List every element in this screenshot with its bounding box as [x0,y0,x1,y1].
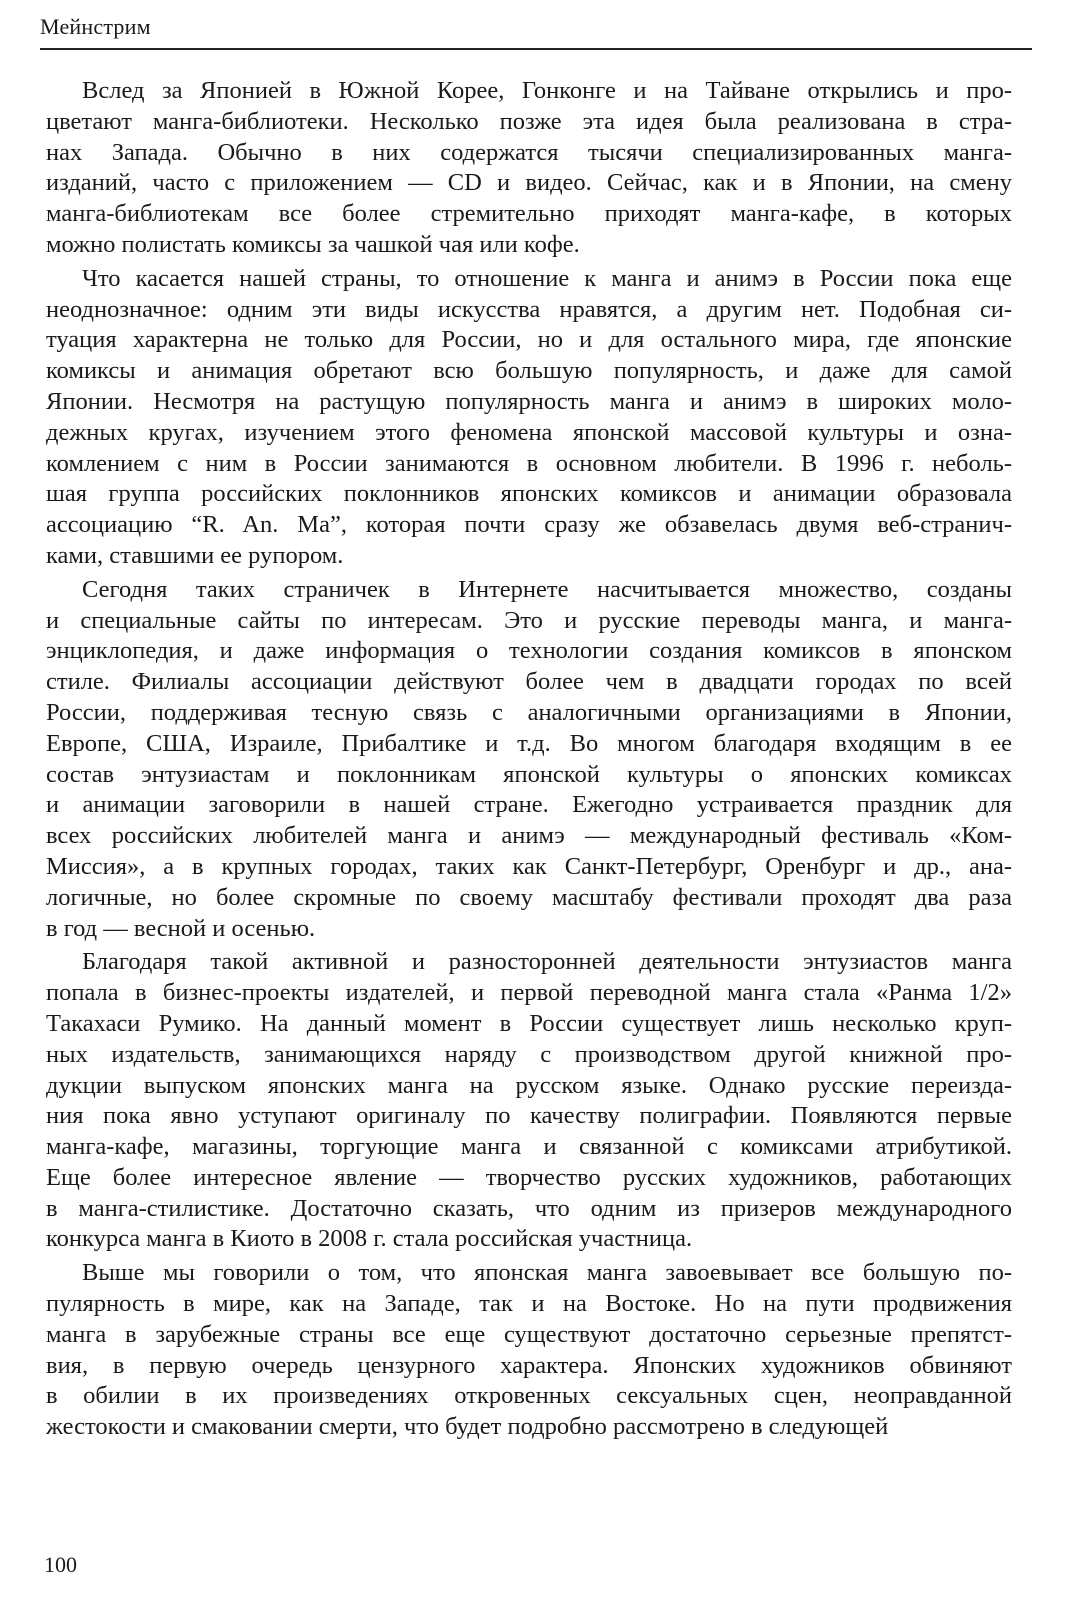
text-line: комлением с ним в России занимаются в основном любители. В 1996 г. неболь- [46,449,1012,477]
text-line: можно полистать комиксы за чашкой чая или кофе. [46,230,580,258]
text-line: Что касается нашей страны, то отношение к манга и анимэ в России пока еще [82,264,1012,292]
paragraph [46,947,1012,1255]
text-line: цветают манга-библиотеки. Несколько позже эта идея была реализована в стра- [46,107,1012,135]
text-line: энциклопедия, и даже информация о технологии создания комиксов в японском [46,637,1012,665]
page-number: 100 [44,1552,77,1577]
text-line: ками, ставшими ее рупором. [46,541,344,569]
text-line: ных издательств, занимающихся наряду с производством другой книжной про- [46,1040,1012,1068]
paragraph [46,575,1012,945]
text-line: конкурса манга в Киото в 2008 г. стала российская участница. [46,1225,693,1253]
text-line: изданий, часто с приложением — CD и видео. Сейчас, как и в Японии, на смену [46,169,1012,197]
text-line: Благодаря такой активной и разносторонней деятельности энтузиастов манга [82,948,1012,976]
text-line: всех российских любителей манга и анимэ — международный фестиваль «Ком- [46,822,1012,850]
text-line: Еще более интересное явление — творчество русских художников, работающих [46,1163,1012,1191]
text-line: состав энтузиастам и поклонникам японской культуры о японских комиксах [46,760,1012,788]
text-line: комиксы и анимация обретают всю большую популярность, и даже для самой [46,357,1012,385]
text-line: стиле. Филиалы ассоциации действуют более чем в двадцати городах по всей [46,668,1012,696]
text-line: и специальные сайты по интересам. Это и русские переводы манга, и манга- [46,606,1012,634]
header-rule [40,48,1032,50]
text-line: Миссия», а в крупных городах, таких как Санкт-Петербург, Оренбург и др., ана- [46,852,1012,880]
text-line: туация характерна не только для России, но и для остального мира, где японские [46,326,1012,354]
text-line: Вслед за Японией в Южной Корее, Гонконге и на Тайване открылись и про- [82,77,1012,104]
text-line: Европе, США, Израиле, Прибалтике и т.д. Во многом благодаря входящим в ее [46,729,1012,757]
text-line: в обилии в их произведениях откровенных сексуальных сцен, неоправданной [46,1382,1012,1410]
running-header: Мейнстрим [40,14,151,39]
text-line: дукции выпуском японских манга на русском языке. Однако русские переизда- [46,1071,1012,1099]
paragraph [46,76,1012,261]
text-line: попала в бизнес-проекты издателей, и первой переводной манга стала «Ранма 1/2» [46,979,1012,1007]
text-line: неоднозначное: одним эти виды искусства нравятся, а другим нет. Подобная си- [46,295,1012,323]
text-line: Сегодня таких страничек в Интернете насчитывается множество, созданы [82,575,1012,603]
text-line: Выше мы говорили о том, что японская манга завоевывает все большую по- [82,1259,1012,1287]
text-line: ассоциацию “R. An. Ma”, которая почти сразу же обзавелась двумя веб-странич- [46,511,1012,539]
text-line: ния пока явно уступают оригиналу по качеству полиграфии. Появляются первые [46,1102,1012,1130]
text-line: России, поддерживая тесную связь с аналогичными организациями в Японии, [46,698,1012,726]
text-line: и анимации заговорили в нашей стране. Ежегодно устраивается праздник для [46,791,1012,819]
text-line: Японии. Несмотря на растущую популярность манга и анимэ в широких моло- [46,387,1012,415]
paragraph [46,264,1012,572]
text-line: манга в зарубежные страны все еще существуют достаточно серьезные препятст- [46,1320,1012,1348]
paragraph [46,1258,1012,1443]
text-line: логичные, но более скромные по своему масштабу фестивали проходят два раза [46,883,1012,911]
text-line: Такахаси Румико. На данный момент в России существует лишь несколько круп- [46,1009,1012,1037]
text-line: нах Запада. Обычно в них содержатся тысячи специализированных манга- [46,138,1012,166]
text-line: дежных кругах, изучением этого феномена японской массовой культуры и озна- [46,418,1012,446]
text-line: в манга-стилистике. Достаточно сказать, что одним из призеров международного [46,1194,1012,1222]
text-line: пулярность в мире, как на Западе, так и на Востоке. Но на пути продвижения [46,1290,1012,1318]
text-line: шая группа российских поклонников японских комиксов и анимации образовала [46,480,1012,508]
text-line: вия, в первую очередь цензурного характера. Японских художников обвиняют [46,1351,1012,1379]
text-line: в год — весной и осенью. [46,914,316,942]
body-text [46,76,1012,1443]
text-line: жестокости и смаковании смерти, что будет подробно рассмотрено в следующей [46,1413,889,1441]
text-line: манга-кафе, магазины, торгующие манга и связанной с комиксами атрибутикой. [46,1133,1012,1161]
text-line: манга-библиотекам все более стремительно приходят манга-кафе, в которых [46,200,1012,228]
